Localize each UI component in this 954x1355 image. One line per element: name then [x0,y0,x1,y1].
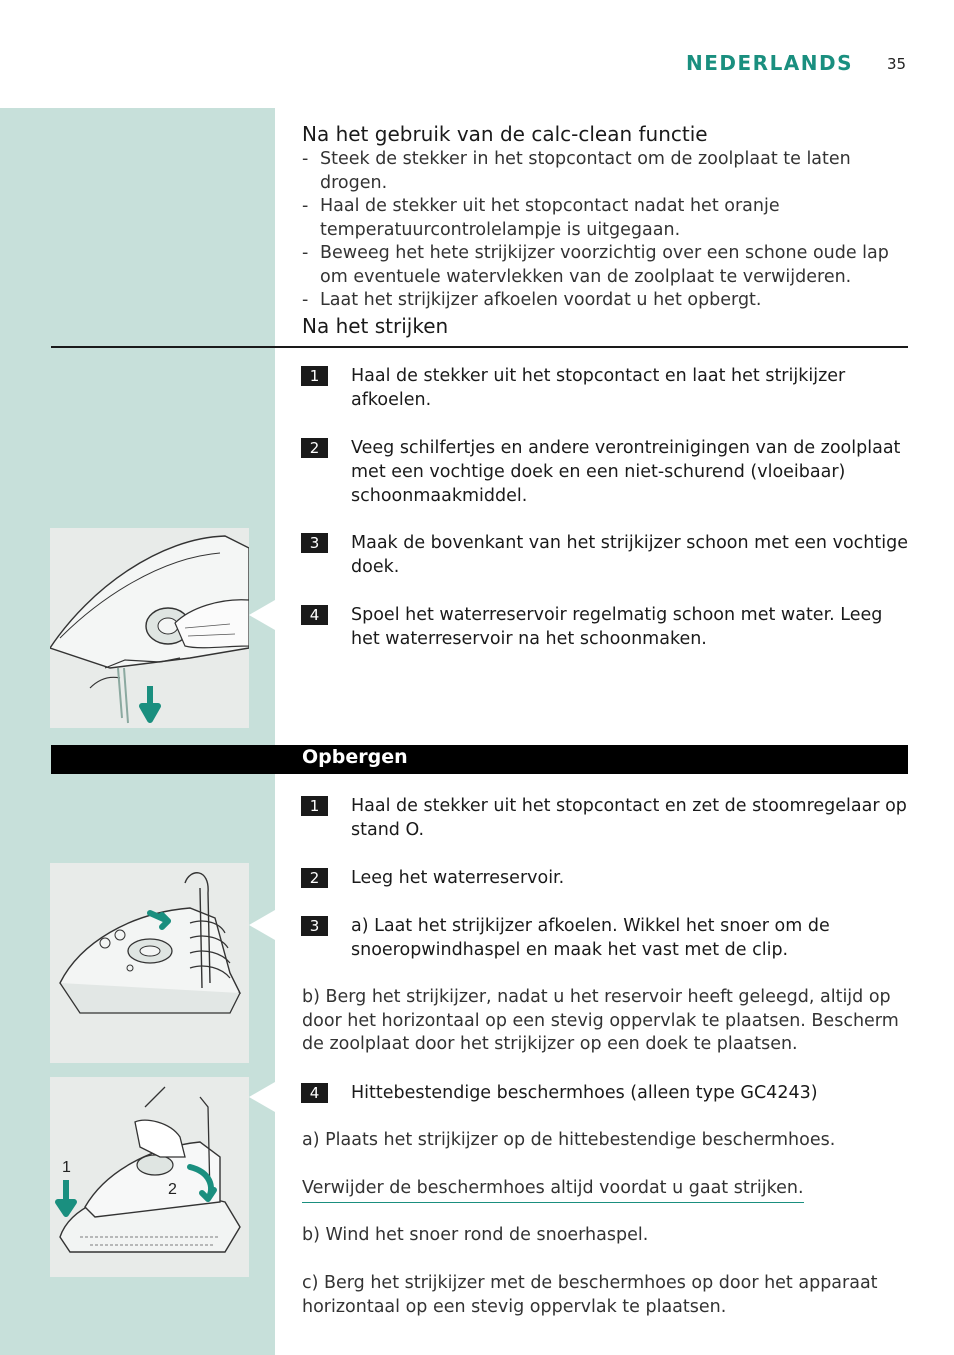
note-text: Verwijder de beschermhoes altijd voordat u gaat strijken. [302,1177,804,1203]
step-text: Hittebestendige beschermhoes (alleen type GC4243) [351,1083,818,1103]
list-item: - Haal de stekker uit het stopcontact nadat het oranje temperatuurcontrolelampje is uitgegaan. [302,195,912,242]
section-divider [51,346,908,348]
storage-step-1 [301,794,913,842]
page-number: 35 [887,55,907,73]
storage-para-4c: c) Berg het strijkijzer met de beschermhoes op door het apparaat horizontaal op een stevig oppervlak te plaatsen. [302,1273,878,1317]
pointer-triangle [249,1082,275,1112]
step-text: Leeg het waterreservoir. [351,868,565,888]
after-step-3 [301,531,913,579]
illustration-protective-cover [50,1077,249,1277]
storage-step-4 [301,1081,913,1105]
calc-clean-list [302,148,912,313]
after-step-4 [301,603,913,651]
step-number: 3 [301,916,328,936]
storage-step-3 [301,914,913,962]
storage-title: Opbergen [302,746,408,768]
calc-clean-title: Na het gebruik van de calc-clean functie [302,122,708,146]
step-text: Veeg schilfertjes en andere verontreinigingen van de zoolplaat met een vochtige doek en een niet-schurend (vloeibaar) schoonmaakmiddel. [351,438,901,506]
storage-note [302,1177,914,1203]
language-header: NEDERLANDS [686,51,854,75]
step-number: 2 [301,438,328,458]
storage-para-4a: a) Plaats het strijkijzer op de hittebestendige beschermhoes. [302,1130,836,1150]
step-text: Haal de stekker uit het stopcontact en zet de stoomregelaar op stand O. [351,796,907,840]
storage-step-2 [301,866,913,890]
after-step-1 [301,364,913,412]
list-item: - Beweeg het hete strijkijzer voorzichtig over een schone oude lap om eventuele watervlekken van de zoolplaat te verwijderen. [302,242,912,289]
step-text: Haal de stekker uit het stopcontact en laat het strijkijzer afkoelen. [351,366,846,410]
iron-cover-drawing [50,1077,249,1277]
list-item: - Laat het strijkijzer afkoelen voordat u het opbergt. [302,289,912,313]
step-number: 2 [301,868,328,888]
list-item: - Steek de stekker in het stopcontact om de zoolplaat te laten drogen. [302,148,912,195]
storage-para-4b: b) Wind het snoer rond de snoerhaspel. [302,1225,649,1245]
step-text: Maak de bovenkant van het strijkijzer schoon met een vochtige doek. [351,533,908,577]
step-number: 1 [301,366,328,386]
after-step-2 [301,436,913,508]
storage-para-b: b) Berg het strijkijzer, nadat u het reservoir heeft geleegd, altijd op door het horizontaal op een stevig oppervlak te plaatsen. Bescherm de zoolplaat door het strijkijzer op een doek te plaatsen. [302,987,899,1054]
step-number: 4 [301,1083,328,1103]
storage-section-bar [51,745,908,774]
step-text: Spoel het waterreservoir regelmatig schoon met water. Leeg het waterreservoir na het schoonmaken. [351,605,883,649]
after-ironing-title: Na het strijken [302,314,449,338]
step-number: 4 [301,605,328,625]
iron-rinse-drawing [50,528,249,728]
iron-cord-drawing [50,863,249,1063]
step-text: a) Laat het strijkijzer afkoelen. Wikkel het snoer om de snoeropwindhaspel en maak het vast met de clip. [351,916,830,960]
step-number: 1 [301,796,328,816]
fig-label-1: 1 [62,1159,71,1176]
step-number: 3 [301,533,328,553]
pointer-triangle [249,910,275,940]
illustration-cord-wind [50,863,249,1063]
fig-label-2: 2 [168,1181,177,1198]
pointer-triangle [249,600,275,630]
illustration-rinse-reservoir [50,528,249,728]
